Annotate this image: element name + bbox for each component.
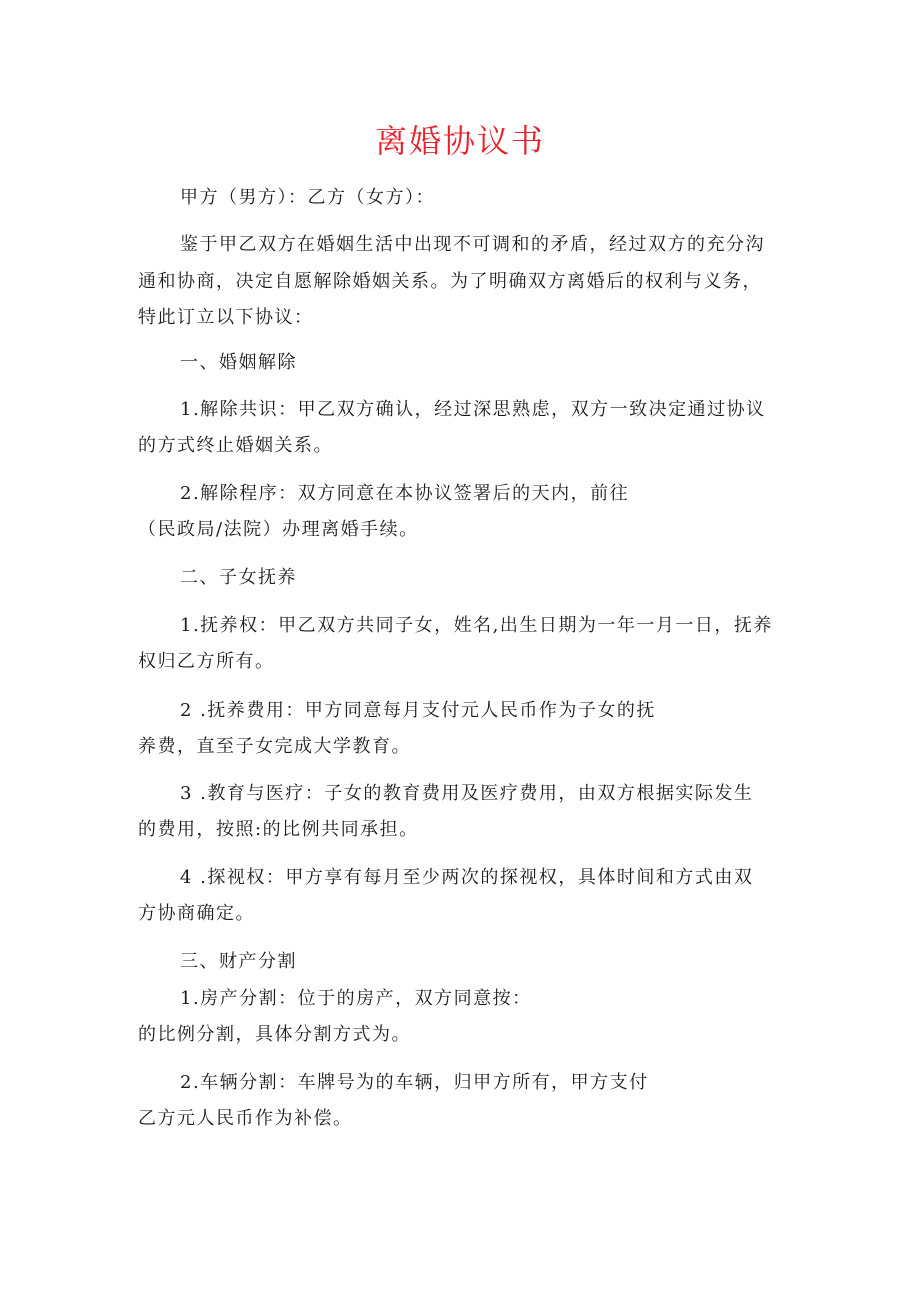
clause-3-1-line-2: 的比例分割，具体分割方式为。 — [138, 1024, 411, 1045]
clause-2-4-line-1: 4 .探视权：甲方享有每月至少两次的探视权，具体时间和方式由双 — [180, 867, 754, 888]
clause-2-3-line-1: 3 .教育与医疗：子女的教育费用及医疗费用，由双方根据实际发生 — [180, 783, 754, 804]
clause-1-1-line-2: 的方式终止婚姻关系。 — [138, 435, 333, 456]
clause-3-1-line-1: 1.房产分割：位于的房产，双方同意按： — [180, 988, 532, 1009]
clause-2-2-line-2: 养费，直至子女完成大学教育。 — [138, 736, 411, 757]
intro-line-3: 特此订立以下协议： — [138, 307, 314, 328]
clause-2-3-line-2: 的费用，按照:的比例共同承担。 — [138, 819, 419, 840]
clause-1-2-line-1: 2.解除程序：双方同意在本协议签署后的天内，前往 — [180, 483, 630, 504]
clause-3-2-line-1: 2.车辆分割：车牌号为的车辆，归甲方所有，甲方支付 — [180, 1072, 649, 1093]
clause-2-4-line-2: 方协商确定。 — [138, 903, 255, 924]
clause-2-1-line-1: 1.抚养权：甲乙双方共同子女，姓名,出生日期为一年一月一日，抚养 — [180, 615, 773, 636]
intro-line-1: 鉴于甲乙双方在婚姻生活中出现不可调和的矛盾，经过双方的充分沟 — [180, 234, 765, 255]
section-heading-marriage: 一、婚姻解除 — [180, 352, 297, 373]
clause-2-1-line-2: 权归乙方所有。 — [138, 651, 275, 672]
intro-line-2: 通和协商，决定自愿解除婚姻关系。为了明确双方离婚后的权利与义务， — [138, 271, 762, 292]
clause-2-2-line-1: 2 .抚养费用：甲方同意每月支付元人民币作为子女的抚 — [180, 700, 656, 721]
clause-1-1-line-1: 1.解除共识：甲乙双方确认，经过深思熟虑，双方一致决定通过协议 — [180, 399, 766, 420]
clause-3-2-line-2: 乙方元人民币作为补偿。 — [138, 1108, 353, 1129]
document-title: 离婚协议书 — [374, 122, 545, 160]
section-heading-property: 三、财产分割 — [180, 951, 297, 972]
section-heading-custody: 二、子女抚养 — [180, 567, 297, 588]
clause-1-2-line-2: （民政局/法院）办理离婚手续。 — [138, 519, 419, 540]
parties-line: 甲方（男方）：乙方（女方）： — [180, 187, 435, 208]
